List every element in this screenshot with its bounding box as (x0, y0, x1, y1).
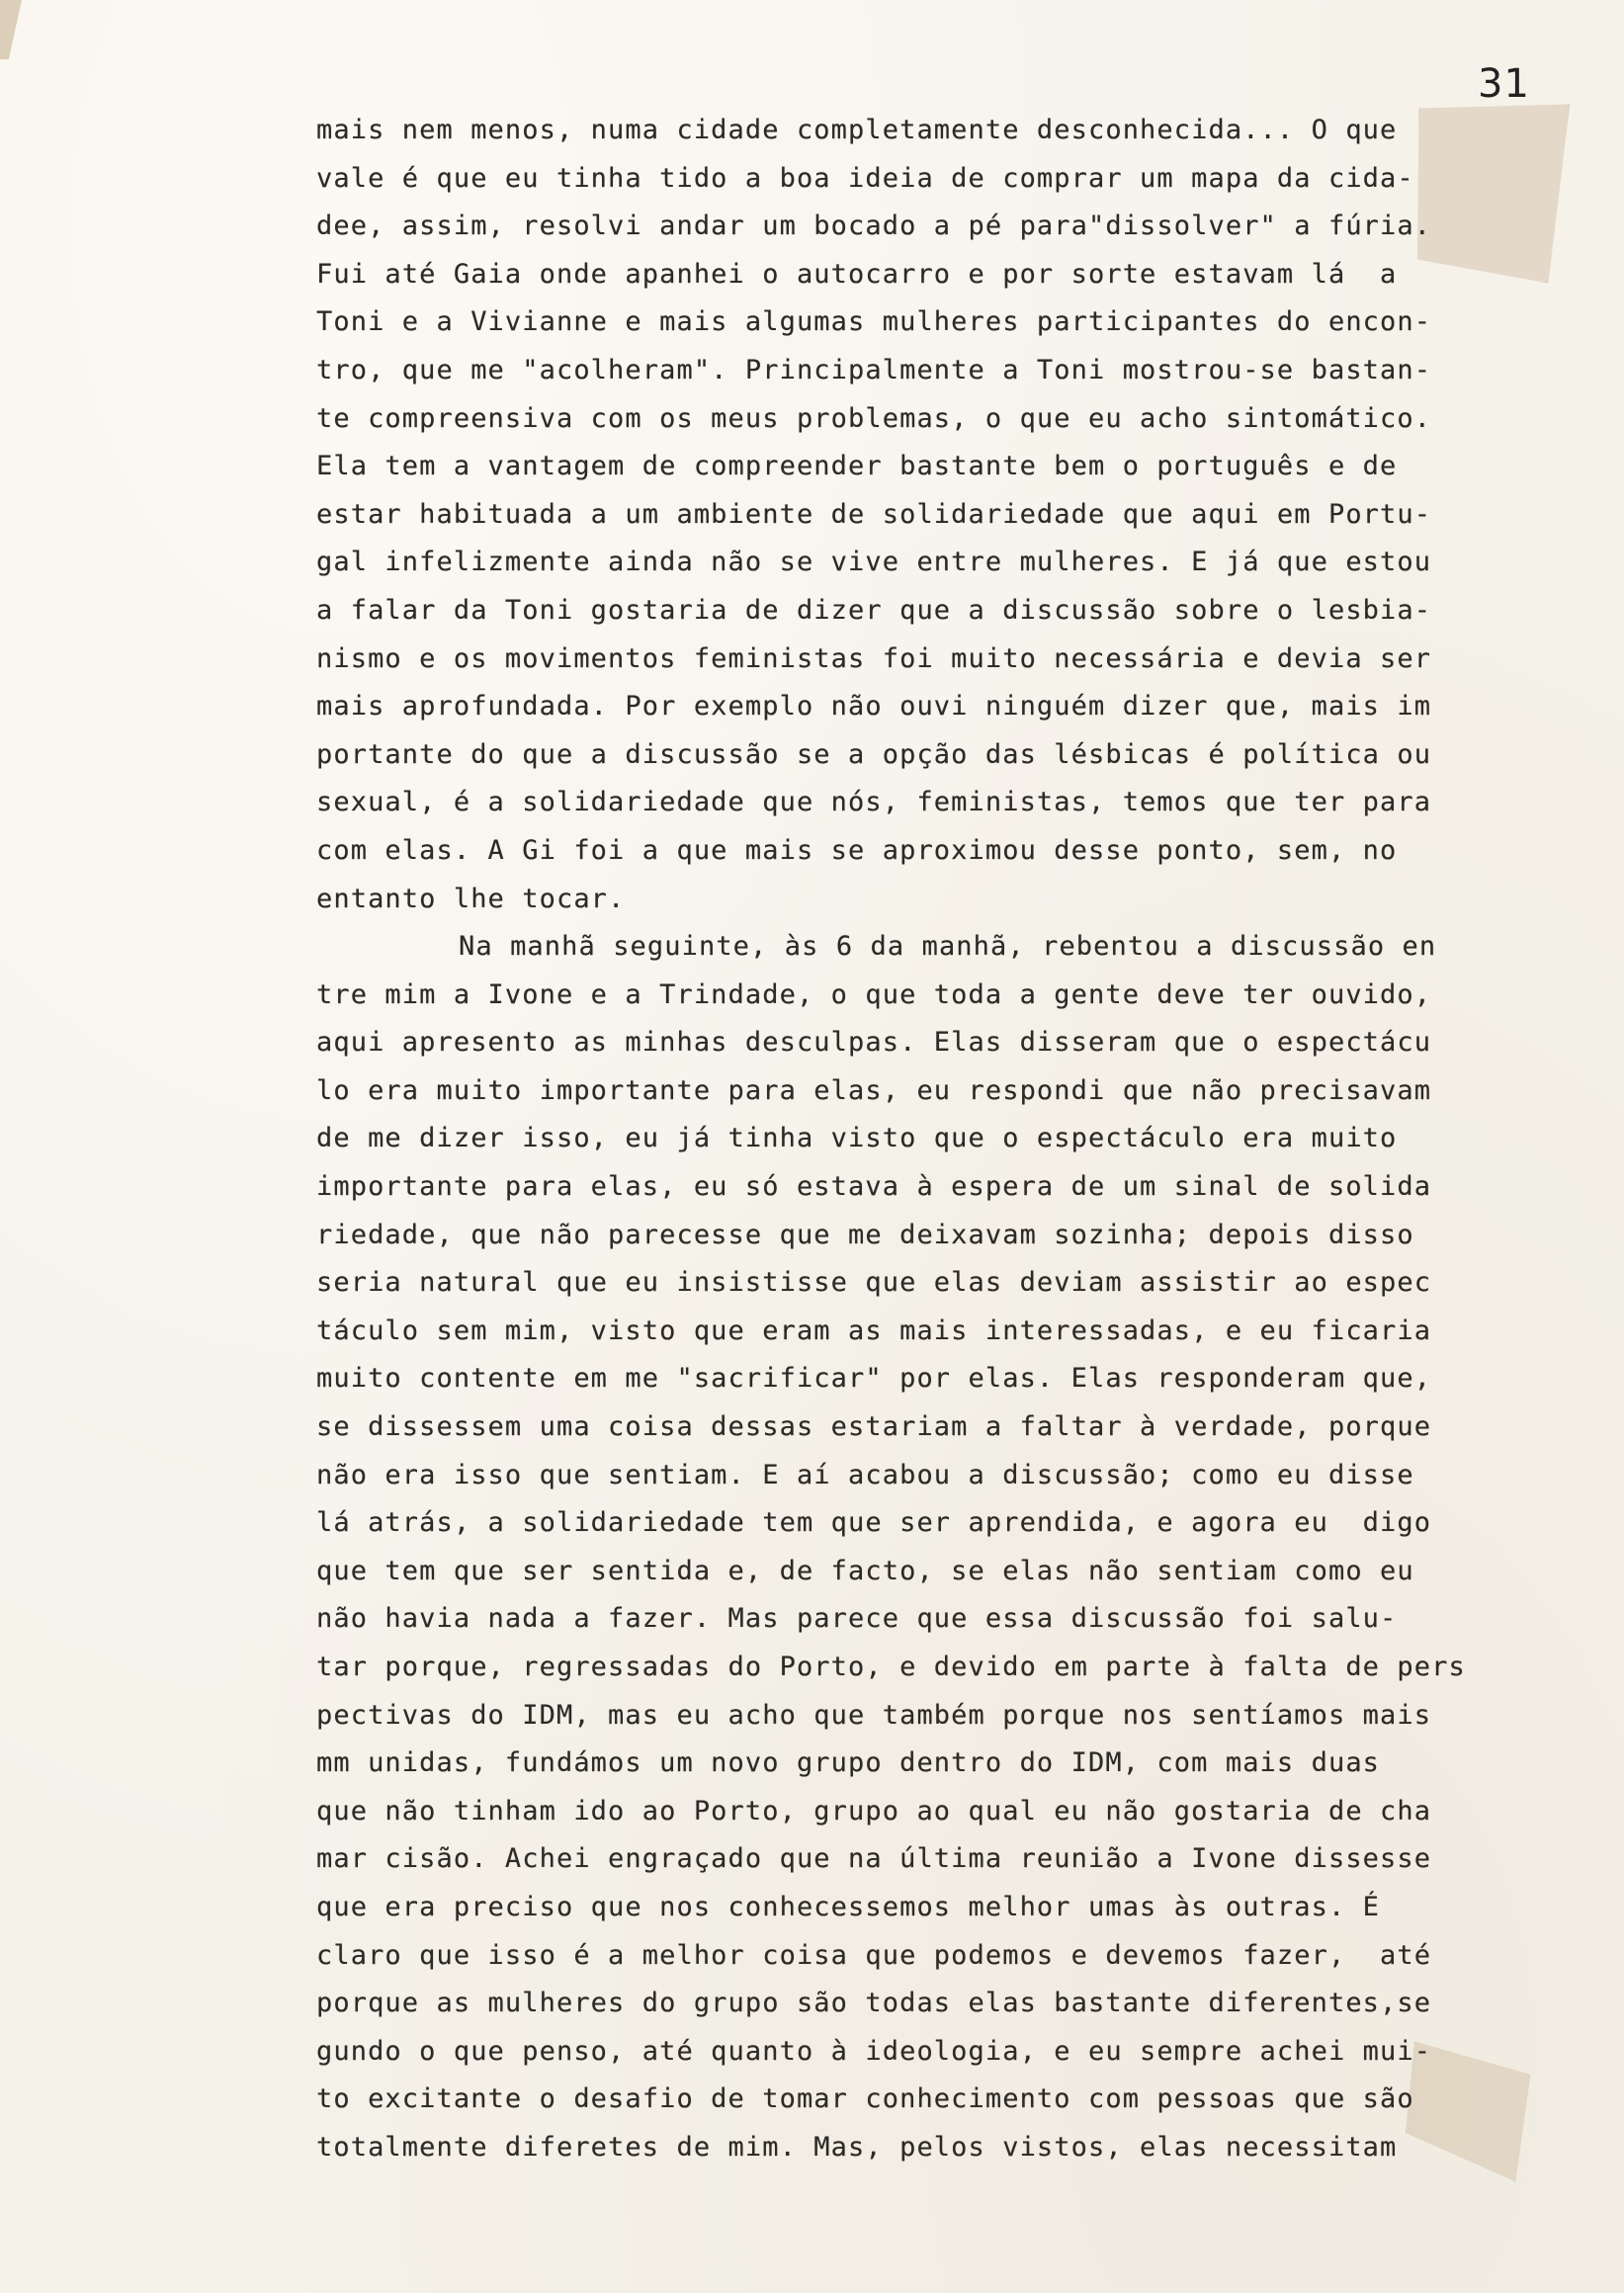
text-line: nismo e os movimentos feministas foi muito necessária e devia ser (316, 642, 1432, 674)
text-line: lo era muito importante para elas, eu respondi que não precisavam (316, 1074, 1432, 1106)
text-line: Ela tem a vantagem de compreender bastante bem o português e de (316, 451, 1398, 482)
text-line: gal infelizmente ainda não se vive entre mulheres. E já que estou (316, 547, 1432, 578)
text-line: não era isso que sentiam. E aí acabou a discussão; como eu disse (316, 1459, 1414, 1490)
text-line: muito contente em me "sacrificar" por elas. Elas responderam que, (316, 1363, 1432, 1395)
text-line: que tem que ser sentida e, de facto, se elas não sentiam como eu (316, 1555, 1414, 1586)
text-line: gundo o que penso, até quanto à ideologia, e eu sempre achei mui- (316, 2035, 1432, 2067)
text-line: de me dizer isso, eu já tinha visto que o espectáculo era muito (316, 1123, 1398, 1154)
text-line: lá atrás, a solidariedade tem que ser aprendida, e agora eu digo (316, 1507, 1432, 1539)
text-line: que era preciso que nos conhecessemos melhor umas às outras. É (316, 1891, 1381, 1922)
text-line: claro que isso é a melhor coisa que podemos e devemos fazer, até (316, 1939, 1432, 1971)
text-line: Toni e a Vivianne e mais algumas mulheres participantes do encon- (316, 306, 1432, 338)
text-line: mais aprofundada. Por exemplo não ouvi ninguém dizer que, mais im (316, 691, 1432, 722)
text-line: dee, assim, resolvi andar um bocado a pé para"dissolver" a fúria. (316, 211, 1432, 242)
page-number: 31 (1478, 61, 1530, 107)
paragraph-start-line: Na manhã seguinte, às 6 da manhã, rebentou a discussão en (459, 931, 1437, 963)
text-line: não havia nada a fazer. Mas parece que essa discussão foi salu- (316, 1603, 1398, 1635)
text-line: aqui apresento as minhas desculpas. Elas disseram que o espectácu (316, 1027, 1432, 1059)
paper-corner-stain (0, 0, 22, 59)
text-line: Fui até Gaia onde apanhei o autocarro e por sorte estavam lá a (316, 258, 1398, 290)
text-line: importante para elas, eu só estava à espera de um sinal de solida (316, 1171, 1432, 1203)
text-line: portante do que a discussão se a opção das lésbicas é política ou (316, 738, 1432, 770)
text-line: mais nem menos, numa cidade completamente desconhecida... O que (316, 115, 1398, 145)
text-line: pectivas do IDM, mas eu acho que também porque nos sentíamos mais (316, 1699, 1432, 1731)
text-line: riedade, que não parecesse que me deixavam sozinha; depois disso (316, 1219, 1414, 1250)
text-line: táculo sem mim, visto que eram as mais interessadas, e eu ficaria (316, 1315, 1432, 1346)
text-line: vale é que eu tinha tido a boa ideia de comprar um mapa da cida- (316, 162, 1414, 194)
text-line: totalmente diferetes de mim. Mas, pelos vistos, elas necessitam (316, 2131, 1398, 2163)
typed-text-body (316, 107, 1483, 2172)
text-line: tro, que me "acolheram". Principalmente a Toni mostrou-se bastan- (316, 354, 1432, 385)
text-line: porque as mulheres do grupo são todas elas bastante diferentes,se (316, 1988, 1432, 2019)
text-line: tar porque, regressadas do Porto, e devido em parte à falta de pers (316, 1652, 1466, 1682)
text-line: mar cisão. Achei engraçado que na última reunião a Ivone dissesse (316, 1843, 1432, 1875)
text-line: estar habituada a um ambiente de solidariedade que aqui em Portu- (316, 498, 1432, 530)
text-line: te compreensiva com os meus problemas, o que eu acho sintomático. (316, 402, 1432, 434)
text-line: que não tinham ido ao Porto, grupo ao qual eu não gostaria de cha (316, 1795, 1432, 1826)
text-line: seria natural que eu insistisse que elas deviam assistir ao espec (316, 1267, 1432, 1299)
text-line: entanto lhe tocar. (316, 883, 626, 914)
text-line: se dissessem uma coisa dessas estariam a faltar à verdade, porque (316, 1411, 1432, 1443)
text-line: com elas. A Gi foi a que mais se aproximou desse ponto, sem, no (316, 834, 1398, 866)
text-line: to excitante o desafio de tomar conhecimento com pessoas que são (316, 2083, 1414, 2115)
text-line: tre mim a Ivone e a Trindade, o que toda a gente deve ter ouvido, (316, 978, 1432, 1010)
text-line: sexual, é a solidariedade que nós, feministas, temos que ter para (316, 787, 1432, 818)
text-line: mm unidas, fundámos um novo grupo dentro do IDM, com mais duas (316, 1747, 1381, 1779)
text-line: a falar da Toni gostaria de dizer que a discussão sobre o lesbia- (316, 594, 1432, 626)
